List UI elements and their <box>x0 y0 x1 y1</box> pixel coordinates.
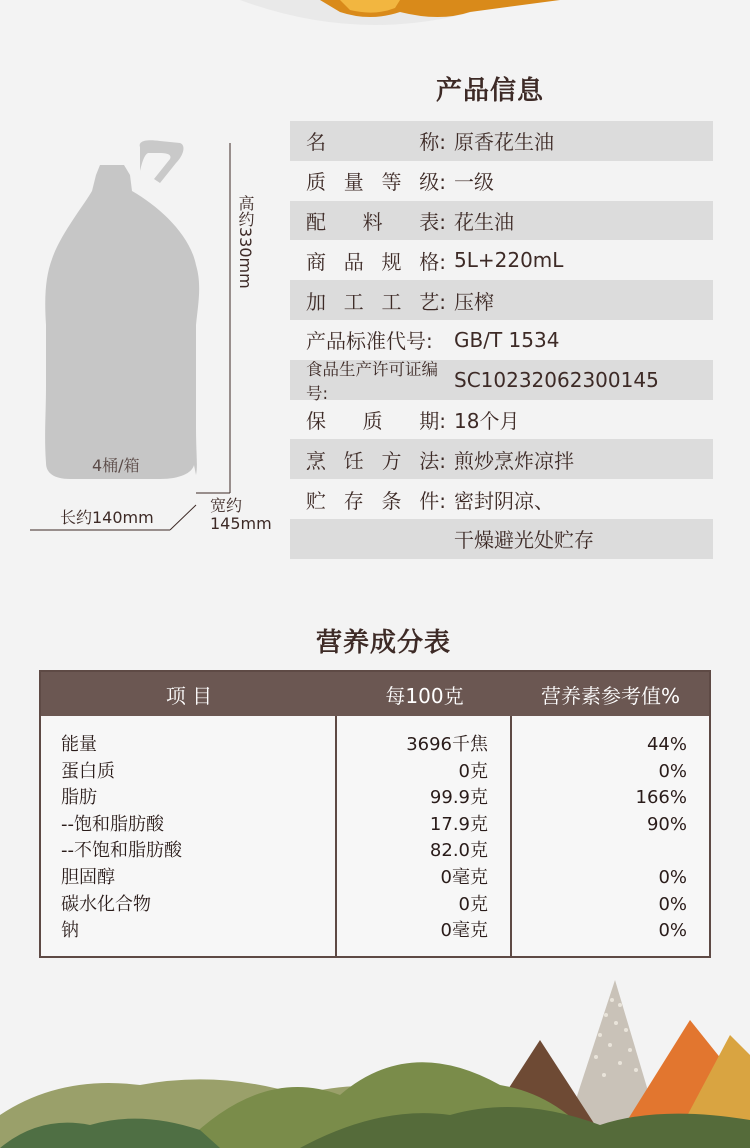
info-row <box>290 519 713 559</box>
info-row-value: 18个月 <box>454 408 520 433</box>
nutrition-cell-per100: 0克 <box>458 760 488 782</box>
info-label-char: 量 <box>343 170 364 195</box>
nutrition-cell-item: --不饱和脂肪酸 <box>61 840 182 862</box>
info-label-char: 格: <box>419 249 446 274</box>
info-row <box>290 359 713 403</box>
info-row-label <box>290 325 450 354</box>
info-row <box>290 161 713 201</box>
header-nrv: 营养素参考值% <box>540 683 680 708</box>
info-label-char: 质 <box>362 408 383 433</box>
bottle-dimension-diagram <box>20 135 290 545</box>
nutrition-cell-nrv: 0% <box>658 893 687 915</box>
info-row <box>290 439 713 479</box>
info-row-label <box>290 356 450 404</box>
info-row-label <box>290 166 450 195</box>
info-row-value: GB/T 1534 <box>454 327 560 352</box>
info-row-label <box>290 286 450 315</box>
info-label-char: 艺: <box>419 289 446 314</box>
info-label-char: 饪 <box>343 448 364 473</box>
nutrition-title: 营养成分表 <box>316 628 452 658</box>
info-row-label <box>290 405 450 434</box>
nutrition-cell-item: 脂肪 <box>61 787 97 809</box>
nutrition-cell-item: 蛋白质 <box>61 760 115 782</box>
info-label-char: 期: <box>419 408 446 433</box>
nutrition-cell-item: 钠 <box>61 920 79 942</box>
info-label-char: 存 <box>343 488 364 513</box>
info-row-value: 原香花生油 <box>454 130 554 155</box>
nutrition-cell-nrv <box>512 838 687 865</box>
info-row-label <box>290 126 450 155</box>
info-label-char: 贮 <box>306 488 326 513</box>
bottle-height-label: 高约330mm <box>236 195 255 289</box>
info-row-value: 一级 <box>454 170 494 195</box>
nutrition-cell-item: --饱和脂肪酸 <box>61 813 164 835</box>
nutrition-col-per100 <box>337 716 512 956</box>
info-label-char: 工 <box>343 289 364 314</box>
info-row-label <box>290 246 450 275</box>
info-row <box>290 201 713 241</box>
nutrition-cell-per100: 82.0克 <box>429 840 488 862</box>
nutrition-cell-nrv: 90% <box>646 813 687 835</box>
info-label-char: 产品标准代号: <box>306 329 433 354</box>
info-label-char: 规 <box>381 249 402 274</box>
info-row-label <box>290 485 450 514</box>
nutrition-cell-per100: 0克 <box>458 893 488 915</box>
info-row <box>290 240 713 280</box>
product-info-table <box>290 121 713 559</box>
info-row <box>290 280 713 320</box>
info-label-char: 级: <box>419 170 446 195</box>
nutrition-cell-per100: 17.9克 <box>429 813 488 835</box>
header-per100: 每100克 <box>385 683 464 708</box>
info-label-char: 件: <box>419 488 446 513</box>
nutrition-col-item <box>41 716 337 956</box>
info-label-char: 烹 <box>306 448 326 473</box>
nutrition-cell-nrv: 0% <box>658 920 687 942</box>
top-product-arc <box>0 0 750 40</box>
info-row-value: 花生油 <box>454 209 514 234</box>
nutrition-cell-nrv: 44% <box>646 734 687 755</box>
info-row <box>290 121 713 161</box>
info-row-value: 压榨 <box>454 289 494 314</box>
nutrition-table <box>39 670 711 958</box>
info-row <box>290 400 713 440</box>
info-row-value: 密封阴凉、 <box>454 488 554 513</box>
info-label-char: 法: <box>419 448 446 473</box>
bottle-pack-label: 4桶/箱 <box>92 456 140 475</box>
nutrition-cell-per100: 0毫克 <box>440 866 488 888</box>
bottle-width-label <box>210 497 272 533</box>
info-label-char: 料 <box>362 209 383 234</box>
info-label-char: 条 <box>381 488 402 513</box>
info-row-value: 5L+220mL <box>454 248 564 273</box>
bottle-length-label: 长约140mm <box>60 508 154 527</box>
nutrition-cell-item: 胆固醇 <box>61 866 115 888</box>
nutrition-cell-nrv: 0% <box>658 760 687 782</box>
info-row-value: 干燥避光处贮存 <box>454 528 594 553</box>
info-row-label <box>290 206 450 235</box>
decorative-mountains-illustration <box>0 975 750 1148</box>
info-row-label <box>290 445 450 474</box>
info-label-char: 加 <box>306 289 326 314</box>
nutrition-cell-per100: 99.9克 <box>429 787 488 809</box>
info-row-value: 煎炒烹炸凉拌 <box>454 448 574 473</box>
nutrition-cell-item: 碳水化合物 <box>61 893 151 915</box>
info-label-char: 质 <box>306 170 326 195</box>
info-label-char: 工 <box>381 289 402 314</box>
info-label-char: 品 <box>343 249 364 274</box>
info-label-char: 商 <box>306 249 326 274</box>
info-label-char: 配 <box>306 209 326 234</box>
info-label-char: 名 <box>306 130 326 155</box>
nutrition-cell-nrv: 166% <box>635 787 687 809</box>
info-label-char: 保 <box>306 408 326 433</box>
info-row <box>290 320 713 360</box>
info-label-char: 食品生产许可证编号: <box>306 359 438 403</box>
product-info-title: 产品信息 <box>436 76 545 106</box>
bottle-width-line2: 145mm <box>210 514 272 533</box>
info-row-value: SC10232062300145 <box>454 367 659 392</box>
nutrition-cell-per100: 0毫克 <box>440 920 488 942</box>
info-label-char: 称: <box>419 130 446 155</box>
header-item: 项 目 <box>165 683 213 708</box>
nutrition-col-nrv <box>512 716 709 956</box>
info-label-char: 等 <box>381 170 402 195</box>
info-label-char: 表: <box>419 209 446 234</box>
nutrition-table-header <box>41 672 709 716</box>
bottle-width-line1: 宽约 <box>210 496 243 515</box>
nutrition-table-body <box>41 716 709 956</box>
nutrition-cell-per100: 3696千焦 <box>406 734 488 755</box>
info-row <box>290 479 713 519</box>
nutrition-cell-item: 能量 <box>61 734 97 755</box>
nutrition-cell-nrv: 0% <box>658 866 687 888</box>
info-label-char: 方 <box>381 448 402 473</box>
